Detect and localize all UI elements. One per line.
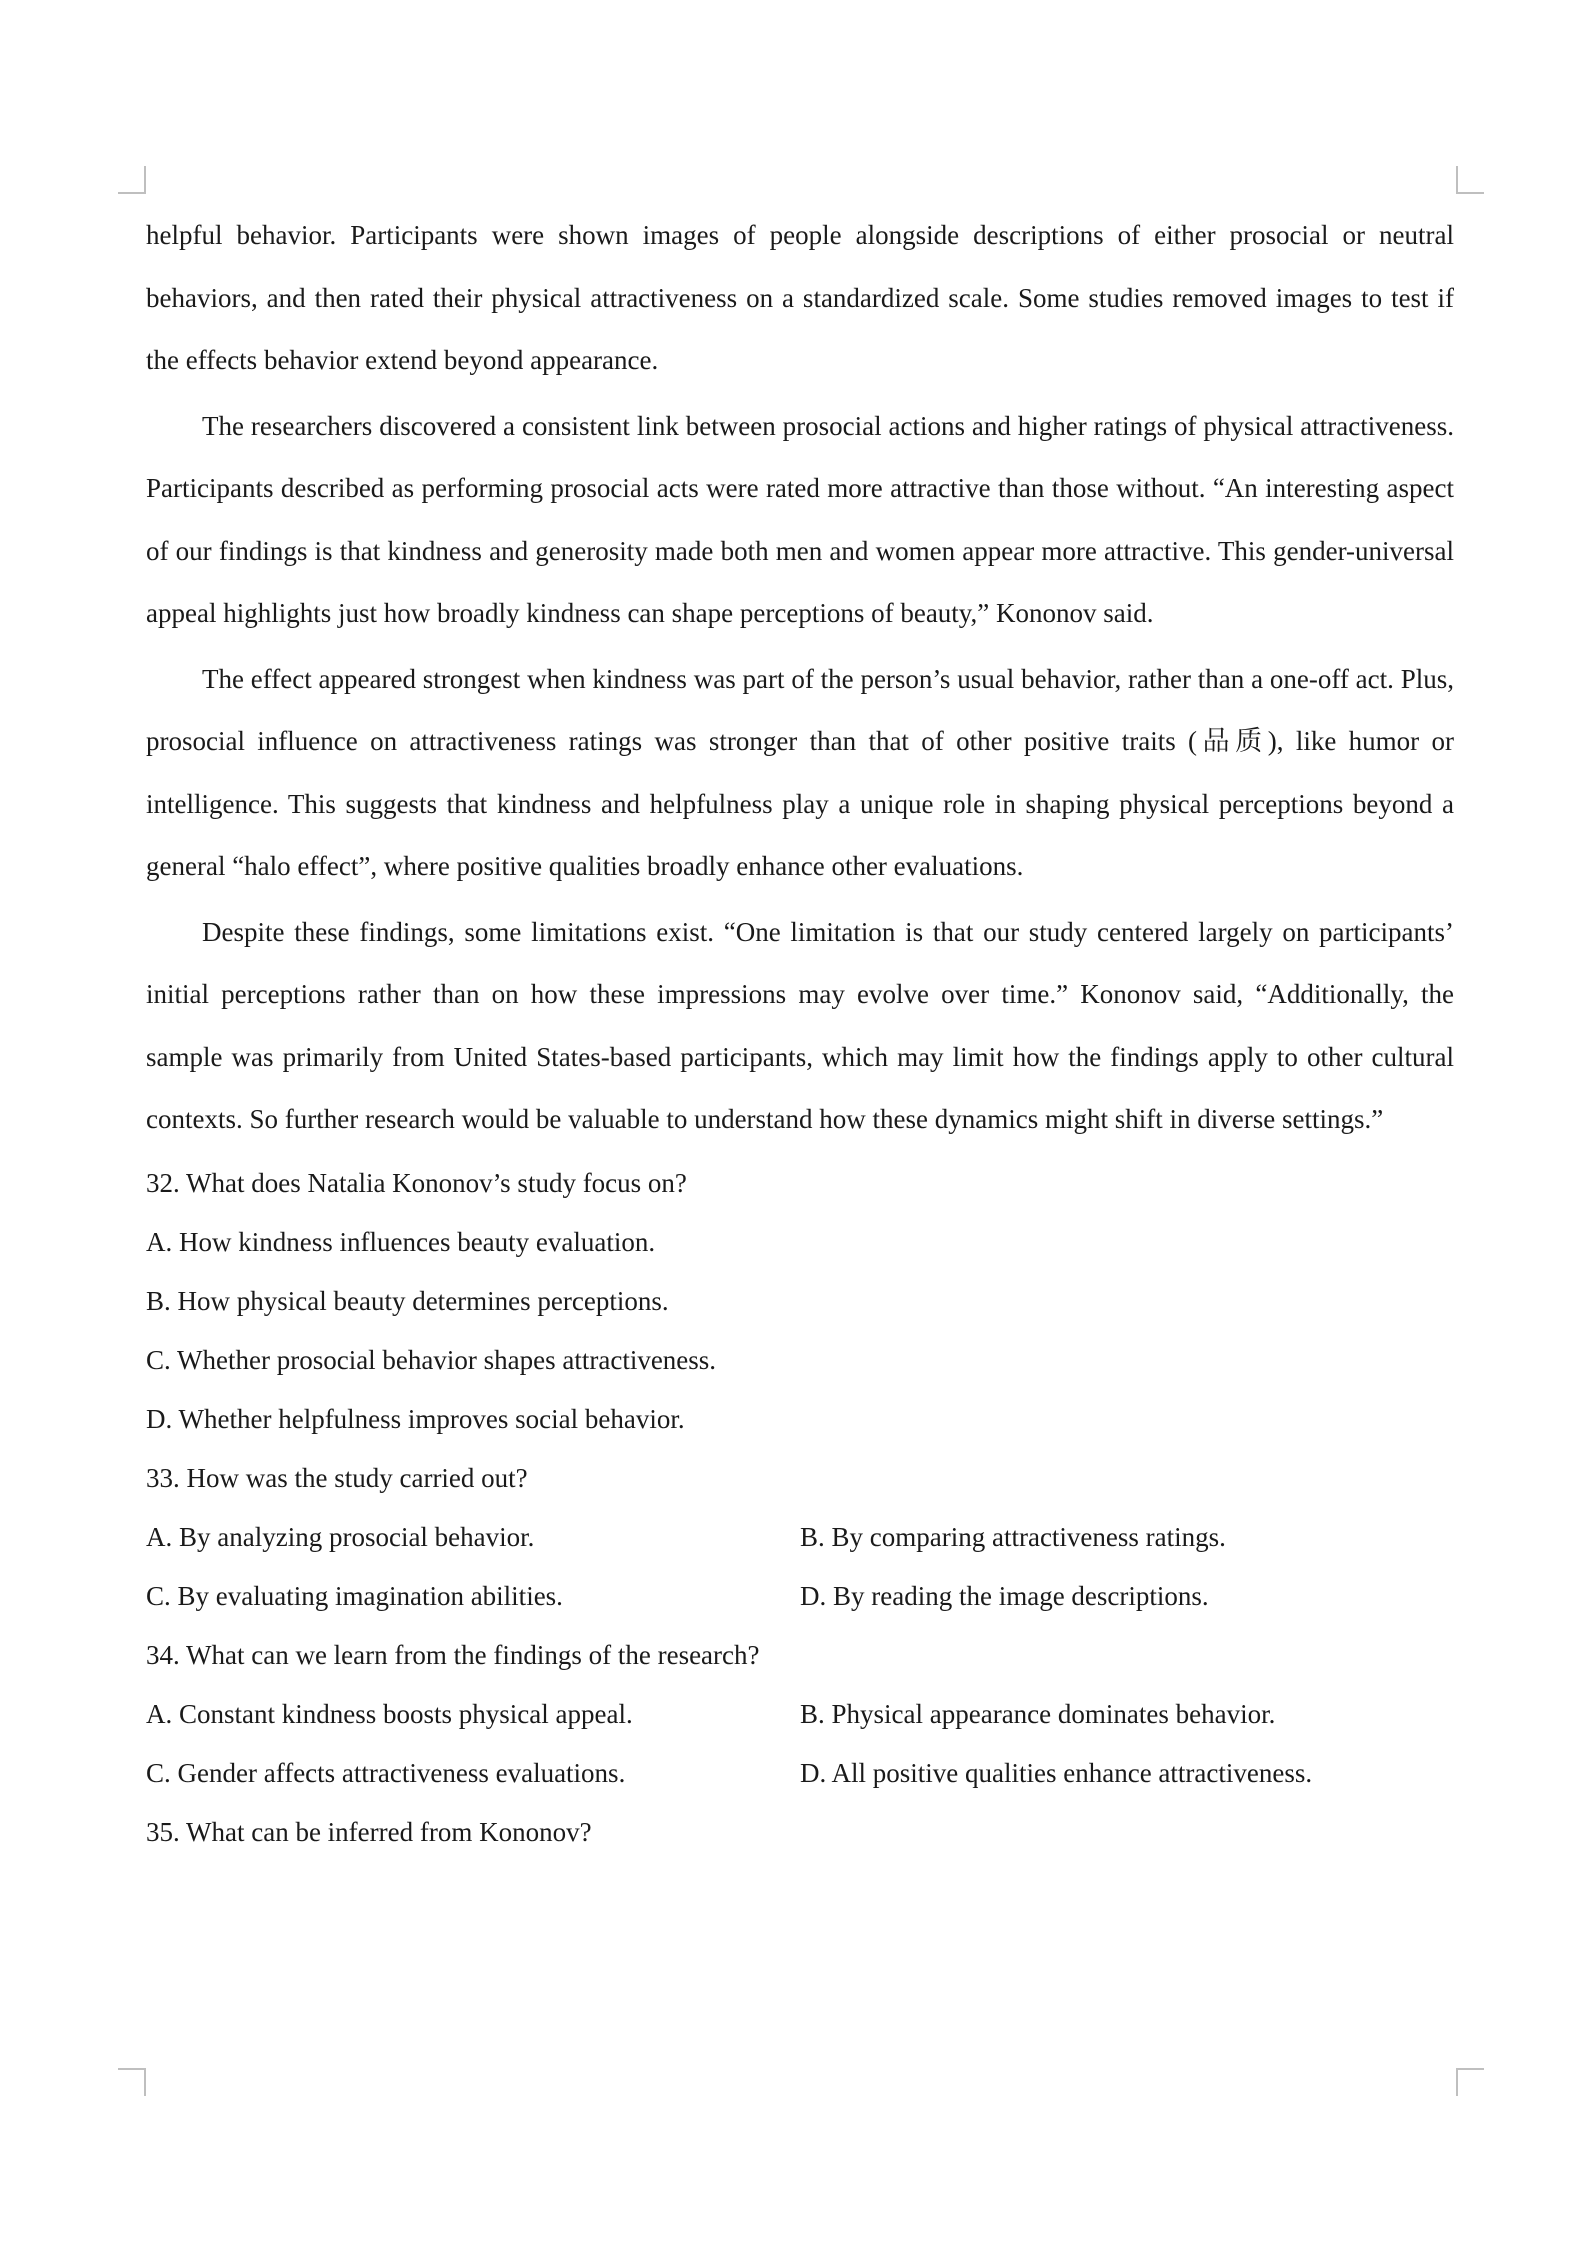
option-row	[146, 1508, 1454, 1567]
passage-paragraph: The researchers discovered a consistent link between prosocial actions and higher ratings of physical attractiveness. Participants described as performing prosocial acts were rated more attractive than those without. “An interesting aspect of our findings is that kindness and generosity made both men and women appear more attractive. This gender-universal appeal highlights just how broadly kindness can shape perceptions of beauty,” Kononov said.	[146, 410, 1454, 628]
question-32	[146, 1154, 1454, 1449]
option-row	[146, 1744, 1454, 1803]
answer-option: C. By evaluating imagination abilities.	[146, 1580, 563, 1611]
answer-option: B. Physical appearance dominates behavior.	[800, 1698, 1276, 1729]
question-35	[146, 1803, 1454, 1862]
question-stem: 35. What can be inferred from Kononov?	[146, 1816, 592, 1847]
option-row	[146, 1685, 1454, 1744]
passage-paragraph: Despite these findings, some limitations exist. “One limitation is that our study centered largely on participants’ initial perceptions rather than on how these impressions may evolve over time.” Kononov said, “Additionally, the sample was primarily from United States-based participants, which may limit how the findings apply to other cultural contexts. So further research would be valuable to understand how these dynamics might shift in diverse settings.”	[146, 916, 1454, 1134]
crop-mark-top-right	[1456, 166, 1484, 194]
question-stem: 34. What can we learn from the findings of the research?	[146, 1639, 760, 1670]
option-row	[146, 1567, 1454, 1626]
answer-option: D. All positive qualities enhance attractiveness.	[800, 1757, 1313, 1788]
passage-paragraph: helpful behavior. Participants were shown images of people alongside descriptions of either prosocial or neutral behaviors, and then rated their physical attractiveness on a standardized scale. Some studies removed images to test if the effects behavior extend beyond appearance.	[146, 220, 1454, 375]
answer-option: C. Whether prosocial behavior shapes attractiveness.	[146, 1344, 717, 1375]
crop-mark-bottom-left	[118, 2068, 146, 2096]
passage-paragraph: The effect appeared strongest when kindness was part of the person’s usual behavior, rather than a one-off act. Plus, prosocial influence on attractiveness ratings was stronger than that of other positive traits (品质), like humor or intelligence. This suggests that kindness and helpfulness play a unique role in shaping physical perceptions beyond a general “halo effect”, where positive qualities broadly enhance other evaluations.	[146, 663, 1454, 881]
answer-option: B. By comparing attractiveness ratings.	[800, 1521, 1226, 1552]
passage-content	[146, 204, 1454, 1862]
answer-option: C. Gender affects attractiveness evaluations.	[146, 1757, 626, 1788]
answer-option: D. Whether helpfulness improves social behavior.	[146, 1403, 685, 1434]
question-33	[146, 1449, 1454, 1626]
question-34	[146, 1626, 1454, 1803]
answer-option: A. By analyzing prosocial behavior.	[146, 1521, 535, 1552]
crop-mark-bottom-right	[1456, 2068, 1484, 2096]
answer-option: A. How kindness influences beauty evaluation.	[146, 1226, 656, 1257]
question-stem: 32. What does Natalia Kononov’s study focus on?	[146, 1167, 687, 1198]
answer-option: B. How physical beauty determines perceptions.	[146, 1285, 669, 1316]
question-stem: 33. How was the study carried out?	[146, 1462, 528, 1493]
crop-mark-top-left	[118, 166, 146, 194]
answer-option: A. Constant kindness boosts physical appeal.	[146, 1698, 633, 1729]
answer-option: D. By reading the image descriptions.	[800, 1580, 1209, 1611]
